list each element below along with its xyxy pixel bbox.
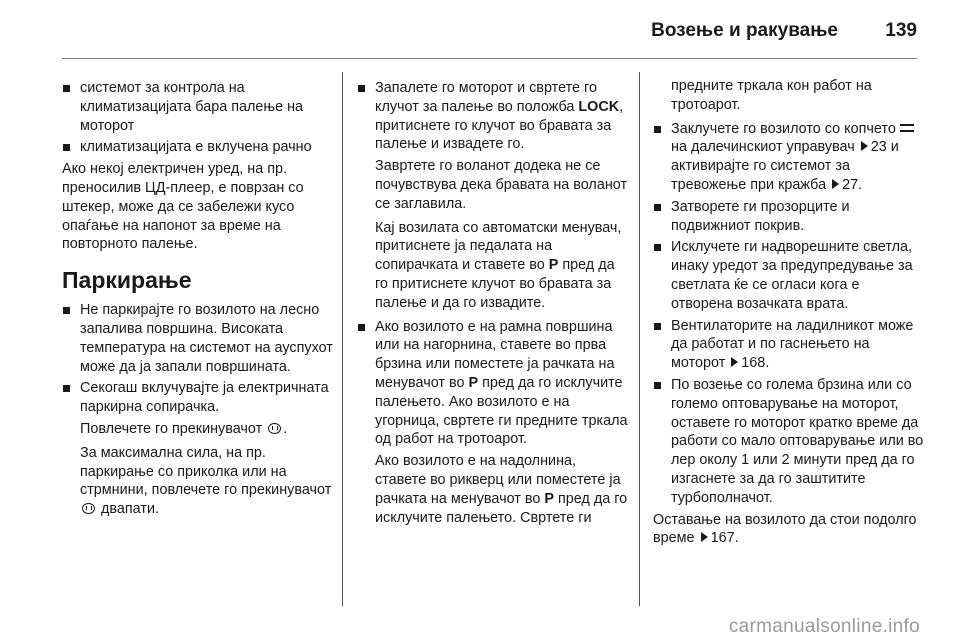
indented-paragraph: Ако возилото е на надолнина, ставете во рикверц или поместете ја рачката на менувачот во P пред да го исклучите палењето. Свртете ги [375, 453, 628, 526]
watermark: carmanualsonline.info [728, 616, 920, 637]
list-item: Затворете ги прозорците и подвижниот покрив. [653, 198, 925, 236]
list-item: Вентилаторите на ладилникот може да работат и по гаснењето на моторот 168. [653, 317, 925, 373]
page-reference-icon [701, 532, 708, 542]
list-item: Ако возилото е на рамна површина или на нагорнина, ставете во прва брзина или поместете ја рачката на менувачот во P пред да го исклучите палењето. Ако возилото е на угорница, свртете ги предните тркала од работ на тротоарот. [357, 318, 629, 450]
page-reference-icon [832, 179, 839, 189]
list-item: Не паркирајте го возилото на лесно запалива површина. Високата температура на системот на ауспухот може да ја запали површината. [62, 301, 334, 376]
page-reference-icon [861, 141, 868, 151]
list-item: системот за контрола на климатизацијата бара палење на моторот [62, 79, 334, 135]
list-item: Запалете го моторот и свртете го клучот за палење во положба LOCK, притиснете го клучот во бравата за палење и извадете го. [357, 79, 629, 154]
list-item: климатизацијата е вклучена рачно [62, 138, 334, 157]
list-item: Исклучете ги надворешните светла, инаку уредот за предупредување за светлата ќе се огласи кога е отворена возачката врата. [653, 238, 925, 313]
indented-paragraph: предните тркала кон работ на тротоарот. [671, 78, 872, 113]
header-title: Возење и ракување [651, 20, 838, 41]
section-heading: Паркирање [62, 267, 192, 294]
paragraph: Ако некој електричен уред, на пр. преносилив ЦД-плеер, е поврзан со штекер, може да се забележи кусо опаѓање на напонот за време на повторното палење. [62, 161, 304, 253]
parking-brake-icon [268, 423, 281, 434]
column-divider-1 [342, 72, 343, 606]
column-3 [653, 77, 925, 551]
column-2 [357, 79, 629, 532]
indented-paragraph: Завртете го воланот додека не се почувствува дека бравата на воланот се заглавила. [375, 158, 628, 212]
lock-button-icon [900, 124, 914, 132]
indented-paragraph: Повлечете го прекинувачот . [80, 420, 288, 437]
page-number: 139 [885, 20, 917, 41]
header-divider [62, 58, 917, 59]
column-divider-2 [639, 72, 640, 606]
list-item: Секогаш вклучувајте ја електричната паркирна сопирачка. [62, 379, 334, 417]
list-item: По возење со голема брзина или со големо оптоварување на моторот, оставете го моторот кратко време да работи со мало оптоварување или во лер околу 1 или 2 минути пред да го изгаснете за да го заштитите турбополначот. [653, 376, 925, 508]
paragraph: Оставање на возилото да стои подолго време 167. [653, 511, 917, 547]
indented-paragraph: За максимална сила, на пр. паркирање со приколка или на стрмнини, повлечете го прекинувачот двапати. [80, 444, 332, 518]
list-item: Заклучете го возилото со копчето на далечинскиот управувач 23 и активирајте го системот за тревожење при кражба 27. [653, 120, 925, 195]
column-1 [62, 79, 334, 524]
parking-brake-icon [82, 503, 95, 514]
indented-paragraph: Кај возилата со автоматски менувач, притиснете ја педалата на сопирачката и ставете во P пред да го притиснете клучот во бравата за палење и да го извадите. [375, 219, 622, 311]
page-reference-icon [731, 357, 738, 367]
